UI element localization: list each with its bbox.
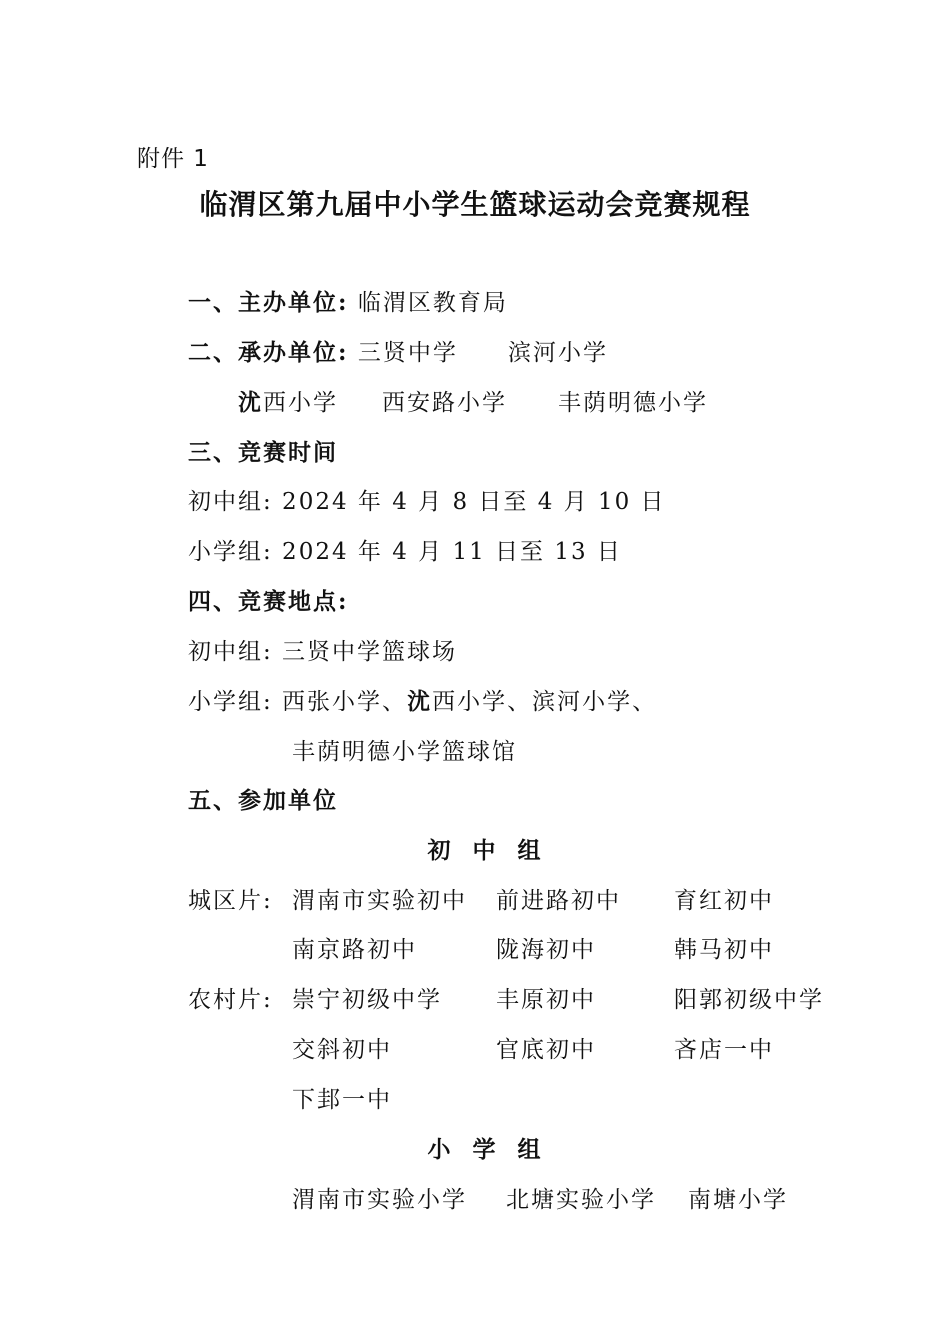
section-time-junior: 初中组: 2024 年 4 月 8 日至 4 月 10 日 (188, 489, 666, 515)
section-host-school-2: 西安路小学 (382, 390, 507, 416)
junior-city-school: 南京路初中 (292, 937, 417, 963)
section-venue-label: 四、竞赛地点: (188, 588, 349, 615)
section-host-value-2: 滨河小学 (508, 340, 608, 366)
section-host-school-1 (238, 388, 338, 418)
section-time-primary: 小学组: 2024 年 4 月 11 日至 13 日 (188, 539, 622, 565)
section-host-school-1-char: 沋 (238, 389, 263, 416)
junior-rural-school: 下邽一中 (292, 1087, 392, 1113)
junior-group-title: 初中组 (427, 837, 563, 864)
section-organizer (188, 288, 508, 318)
section-host-school-3: 丰荫明德小学 (558, 390, 708, 416)
junior-city-school: 前进路初中 (496, 888, 621, 914)
section-venue-primary-suffix: 西小学、滨河小学、 (432, 689, 658, 715)
section-venue-primary-char: 沋 (407, 688, 433, 715)
junior-rural-school: 丰原初中 (496, 987, 596, 1013)
junior-rural-school: 交斜初中 (292, 1037, 392, 1063)
section-participants-label: 五、参加单位 (188, 787, 338, 814)
page-title: 临渭区第九届中小学生篮球运动会竞赛规程 (199, 188, 751, 221)
junior-rural-school: 崇宁初级中学 (292, 987, 442, 1013)
section-venue-primary (188, 687, 657, 717)
primary-school: 南塘小学 (688, 1187, 788, 1213)
section-host (188, 338, 458, 368)
junior-rural-school: 阳郭初级中学 (674, 987, 824, 1013)
junior-city-label: 城区片: (188, 888, 273, 914)
primary-school: 北塘实验小学 (506, 1187, 656, 1213)
junior-city-school: 渭南市实验初中 (292, 888, 467, 914)
section-venue-primary-line2: 丰荫明德小学篮球馆 (292, 739, 517, 765)
primary-school: 渭南市实验小学 (292, 1187, 467, 1213)
section-host-label: 二、承办单位: (188, 339, 349, 366)
section-venue-junior: 初中组: 三贤中学篮球场 (188, 639, 458, 665)
section-time-label: 三、竞赛时间 (188, 439, 338, 466)
junior-rural-school: 官底初中 (496, 1037, 596, 1063)
primary-group-title: 小学组 (427, 1136, 563, 1163)
junior-city-school: 育红初中 (674, 888, 774, 914)
junior-rural-label: 农村片: (188, 987, 273, 1013)
section-venue-primary-prefix: 小学组: 西张小学、 (188, 689, 408, 715)
section-organizer-value: 临渭区教育局 (357, 290, 508, 316)
attachment-label: 附件 1 (137, 146, 209, 172)
junior-rural-school: 吝店一中 (674, 1037, 774, 1063)
junior-city-school: 陇海初中 (496, 937, 596, 963)
section-host-value-1: 三贤中学 (357, 340, 458, 366)
section-organizer-label: 一、主办单位: (188, 289, 349, 316)
junior-city-school: 韩马初中 (674, 937, 774, 963)
section-host-school-1-rest: 西小学 (263, 390, 338, 416)
